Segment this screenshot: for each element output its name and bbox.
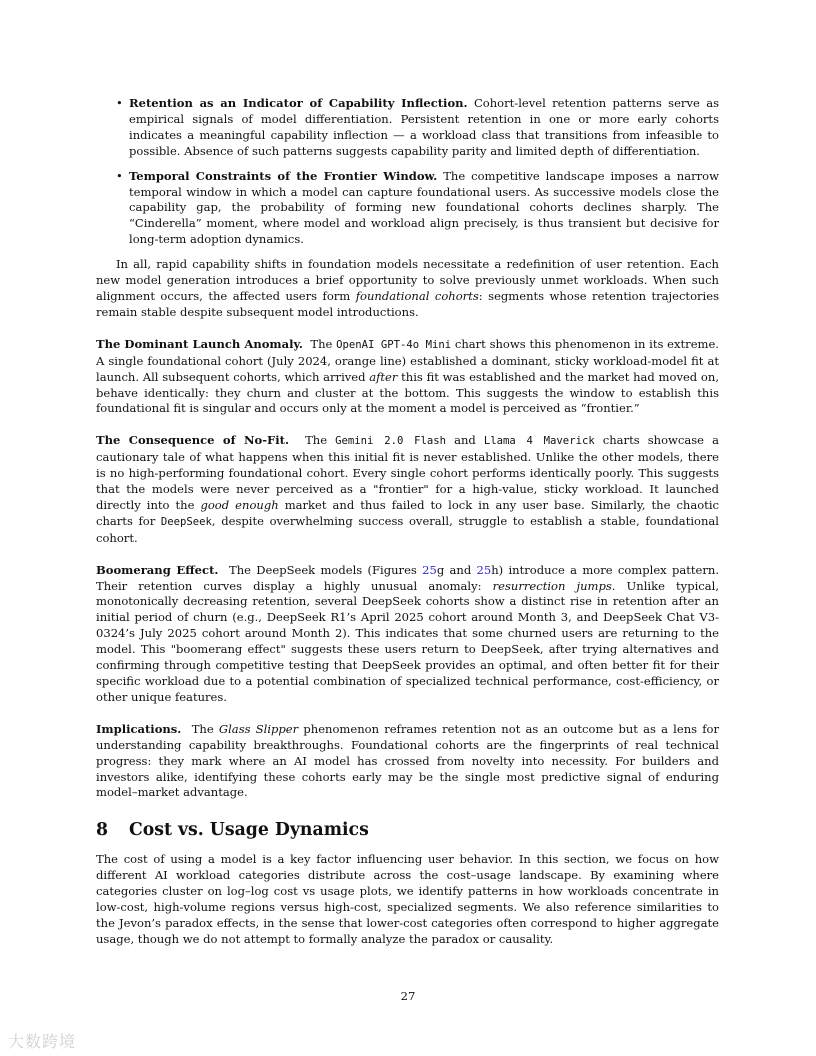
- boomerang-paragraph: Boomerang Effect. The DeepSeek models (Figures 25g and 25h) introduce a more complex pattern. Their retention curves display a highly unusual anomaly: resurrection jumps. Unlike typical, monotonically decreasing retention, several DeepSeek cohorts show a distinct rise in retention after an initial period of churn (e.g., DeepSeek R1’s April 2025 cohort around Month 3, and DeepSeek Chat V3-0324’s July 2025 cohort around Month 2). This indicates that some churned users are returning to the model. This "boomerang effect" suggests these users return to DeepSeek, after trying alternatives and confirming through competitive testing that DeepSeek provides an optimal, and often better fit for their specific workload due to a potential combination of specialized technical performance, cost-efficiency, or other unique features.: [96, 562, 719, 704]
- section-body-paragraph: The cost of using a model is a key factor influencing user behavior. In this section, we focus on how different AI workload categories distribute across the cost–usage landscape. By examining where categories cluster on log–log cost vs usage plots, we identify patterns in how workloads concentrate in low-cost, high-volume regions versus high-cost, specialized segments. We also reference similarities to the Jevon’s paradox effects, in the sense that lower-cost categories often correspond to higher aggregate usage, though we do not attempt to formally analyze the paradox or causality.: [96, 852, 719, 946]
- watermark: 大数跨境: [8, 1032, 77, 1051]
- no-fit-paragraph: The Consequence of No-Fit. The Gemini 2.0 Flash and Llama 4 Maverick charts showcase a cautionary tale of what happens when this initial fit is never established. Unlike the other models, there is no high-performing foundational cohort. Every single cohort performs identically poorly. This suggests that the models were never perceived as a "frontier" for a high-value, sticky workload. It launched directly into the good enough market and thus failed to lock in any user base. Similarly, the chaotic charts for DeepSeek, despite overwhelming success overall, struggle to establish a stable, foundational cohort.: [96, 433, 719, 545]
- bullet-title: Temporal Constraints of the Frontier Window.: [129, 168, 438, 183]
- figure-ref-link[interactable]: 25: [476, 562, 492, 577]
- section-title: Cost vs. Usage Dynamics: [129, 820, 369, 841]
- bullet-dot-icon: •: [116, 96, 123, 110]
- summary-paragraph: In all, rapid capability shifts in foundation models necessitate a redefinition of user retention. Each new model generation introduces a brief opportunity to solve previously unmet workloads. When such alignment occurs, the affected users form foundational cohorts: segments whose retention trajectories remain stable despite subsequent model introductions.: [96, 257, 719, 319]
- model-name: OpenAI GPT-4o Mini: [336, 338, 452, 351]
- emphasis: after: [369, 369, 398, 384]
- model-name: DeepSeek: [160, 515, 212, 528]
- paragraph-heading: The Dominant Launch Anomaly.: [96, 336, 303, 351]
- bullet-paragraph: [129, 169, 719, 249]
- page-content: [96, 96, 719, 948]
- paragraph-heading: Boomerang Effect.: [96, 562, 219, 577]
- figure-ref-link[interactable]: 25: [422, 562, 437, 577]
- bullet-text: The competitive landscape imposes a narrow temporal window in which a model can capture foundational users. As successive models close the capability gap, the probability of forming new foundational cohorts declines sharply. The “Cinderella” moment, where model and workload align precisely, is thus transient but decisive for long-term adoption dynamics.: [129, 168, 719, 247]
- section-number: 8: [96, 820, 109, 841]
- section-heading: [96, 819, 719, 841]
- model-name: Gemini 2.0 Flash: [335, 435, 446, 448]
- bullet-title: Retention as an Indicator of Capability Inflection.: [129, 96, 468, 110]
- emphasis: foundational cohorts: [355, 288, 479, 303]
- bullet-item: [96, 96, 719, 160]
- emphasis: good enough: [200, 497, 279, 512]
- bullet-list: [96, 96, 719, 248]
- bullet-item: [96, 169, 719, 249]
- bullet-paragraph: [129, 96, 719, 160]
- emphasis: resurrection jumps.: [492, 578, 616, 593]
- bullet-dot-icon: •: [116, 168, 123, 183]
- model-name: Llama 4 Maverick: [483, 435, 595, 448]
- bullet-text: Cohort-level retention patterns serve as empirical signals of model differentiation. Persistent retention in one or more early cohorts indicates a meaningful capability inflection — a workload class that transitions from infeasible to possible. Absence of such patterns suggests capability parity and limited depth of differentiation.: [129, 96, 720, 158]
- page-number: 27: [400, 989, 416, 1003]
- paragraph-heading: Implications.: [96, 721, 182, 736]
- implications-paragraph: Implications. The Glass Slipper phenomenon reframes retention not as an outcome but as a lens for understanding capability breakthroughs. Foundational cohorts are the fingerprints of real technical progress: they mark where an AI model has crossed from novelty into necessity. For builders and investors alike, identifying these cohorts early may be the single most predictive signal of enduring model–market advantage.: [96, 721, 719, 800]
- emphasis: Glass Slipper: [218, 721, 299, 736]
- paragraph-heading: The Consequence of No-Fit.: [96, 433, 289, 448]
- dominant-launch-paragraph: The Dominant Launch Anomaly. The OpenAI GPT-4o Mini chart shows this phenomenon in its extreme. A single foundational cohort (July 2024, orange line) established a dominant, sticky workload-model fit at launch. All subsequent cohorts, which arrived after this fit was established and the market had moved on, behave identically: they churn and cluster at the bottom. This suggests the window to establish this foundational fit is singular and occurs only at the moment a model is perceived as “frontier.”: [96, 336, 719, 416]
